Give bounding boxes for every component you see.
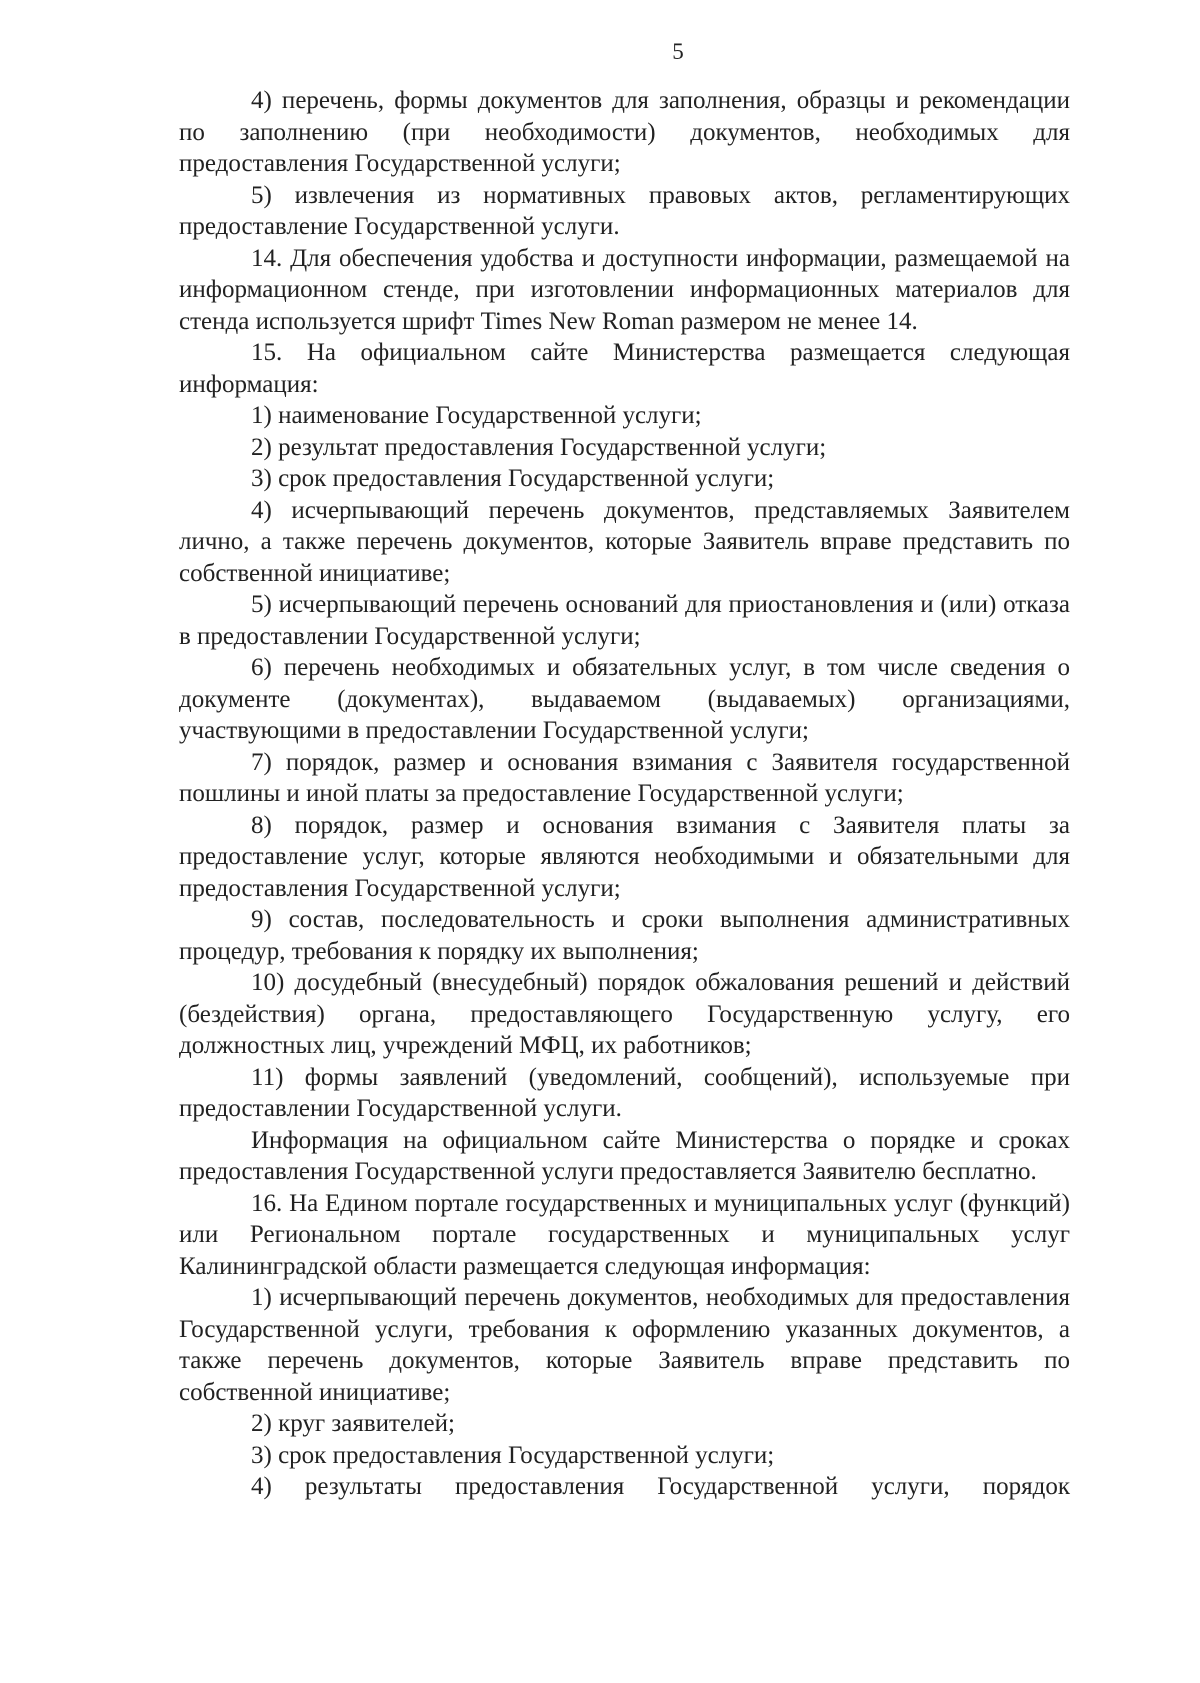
list-item-16-3: 3) срок предоставления Государственной услуги; bbox=[251, 1441, 775, 1469]
document-body bbox=[179, 85, 1070, 1503]
paragraph-item-5-extracts: 5) извлечения из нормативных правовых актов, регламентирующих предоставление Государственной услуги. bbox=[179, 181, 1070, 240]
list-item-15-1: 1) наименование Государственной услуги; bbox=[251, 402, 702, 429]
paragraph-free-info: Информация на официальном сайте Министерства о порядке и сроках предоставления Государственной услуги предоставляется Заявителю бесплатно. bbox=[179, 1126, 1070, 1185]
list-item-15-5: 5) исчерпывающий перечень оснований для приостановления и (или) отказа в предоставлении Государственной услуги; bbox=[179, 591, 1070, 650]
list-item-15-7: 7) порядок, размер и основания взимания с Заявителя государственной пошлины и иной платы за предоставление Государственной услуги; bbox=[179, 748, 1070, 807]
paragraph-section-14: 14. Для обеспечения удобства и доступности информации, размещаемой на информационном стенде, при изготовлении информационных материалов для стенда используется шрифт Times New Roman размером не менее 14. bbox=[179, 244, 1070, 335]
list-item-15-4: 4) исчерпывающий перечень документов, представляемых Заявителем лично, а также перечень документов, которые Заявитель вправе представить по собственной инициативе; bbox=[179, 496, 1070, 587]
list-item-15-11: 11) формы заявлений (уведомлений, сообщений), используемые при предоставлении Государственной услуги. bbox=[179, 1063, 1070, 1122]
list-item-15-6: 6) перечень необходимых и обязательных услуг, в том числе сведения о документе (документах), выдаваемом (выдаваемых) организациями, участвующими в предоставлении Государственной услуги; bbox=[179, 654, 1070, 744]
list-item-15-10: 10) досудебный (внесудебный) порядок обжалования решений и действий (бездействия) органа, предоставляющего Государственную услугу, его должностных лиц, учреждений МФЦ, их работников; bbox=[179, 969, 1070, 1059]
list-item-15-8: 8) порядок, размер и основания взимания с Заявителя платы за предоставление услуг, которые являются необходимыми и обязательными для предоставления Государственной услуги; bbox=[179, 811, 1070, 902]
list-item-15-2: 2) результат предоставления Государственной услуги; bbox=[251, 433, 827, 461]
list-item-15-3: 3) срок предоставления Государственной услуги; bbox=[251, 465, 775, 492]
paragraph-item-4-forms: 4) перечень, формы документов для заполнения, образцы и рекомендации по заполнению (при необходимости) документов, необходимых для предоставления Государственной услуги; bbox=[179, 87, 1070, 177]
list-item-16-2: 2) круг заявителей; bbox=[251, 1410, 455, 1437]
paragraph-section-16: 16. На Едином портале государственных и муниципальных услуг (функций) или Региональном портале государственных и муниципальных услуг Калининградской области размещается следующая информация: bbox=[179, 1189, 1070, 1280]
page-number: 5 bbox=[672, 39, 684, 64]
paragraph-section-15: 15. На официальном сайте Министерства размещается следующая информация: bbox=[179, 339, 1070, 398]
list-item-15-9: 9) состав, последовательность и сроки выполнения административных процедур, требования к порядку их выполнения; bbox=[179, 906, 1070, 965]
list-item-16-4: 4) результаты предоставления Государственной услуги, порядок bbox=[251, 1473, 1070, 1500]
list-item-16-1: 1) исчерпывающий перечень документов, необходимых для предоставления Государственной услуги, требования к оформлению указанных документов, а также перечень документов, которые Заявитель вправе представить по собственной инициативе; bbox=[179, 1284, 1070, 1406]
